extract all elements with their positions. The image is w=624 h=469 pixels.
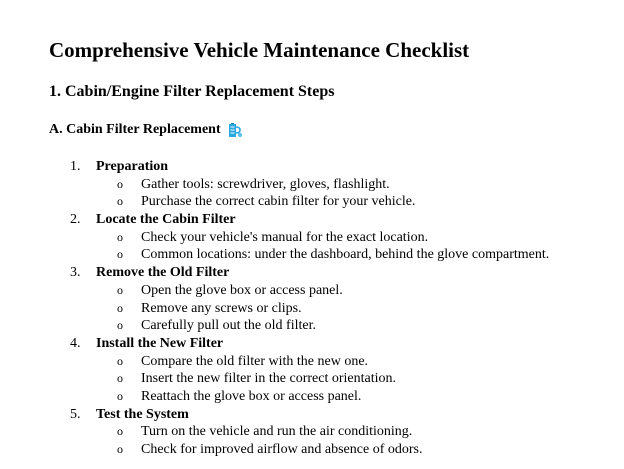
sub-list-item <box>0 176 624 194</box>
step-heading <box>0 406 624 424</box>
step-heading <box>0 264 624 282</box>
sub-item-text: Check for improved airflow and absence of odors. <box>141 442 423 457</box>
step-heading <box>0 158 624 176</box>
step-number: 4. <box>70 335 81 351</box>
bullet-icon: o <box>117 282 123 297</box>
bullet-icon: o <box>117 424 123 439</box>
bullet-icon: o <box>117 318 123 333</box>
sub-list-item <box>0 353 624 371</box>
step-title: Locate the Cabin Filter <box>96 212 236 228</box>
sub-list-item <box>0 370 624 388</box>
section-heading: 1. Cabin/Engine Filter Replacement Steps <box>49 83 335 100</box>
list-item-step <box>0 406 624 459</box>
step-number: 2. <box>70 212 81 228</box>
sub-item-text: Gather tools: screwdriver, gloves, flashlight. <box>141 176 390 192</box>
subsection-heading-text: A. Cabin Filter Replacement <box>49 122 221 137</box>
sub-item-text: Compare the old filter with the new one. <box>141 353 369 369</box>
list-item-step <box>0 158 624 211</box>
step-number: 3. <box>70 265 81 281</box>
filter-icon <box>227 122 244 139</box>
bullet-icon: o <box>117 371 123 386</box>
sub-list-item <box>0 441 624 459</box>
sub-item-text: Purchase the correct cabin filter for your vehicle. <box>141 194 416 210</box>
bullet-icon: o <box>117 388 123 403</box>
list-item-step <box>0 335 624 406</box>
list-item-step <box>0 264 624 335</box>
bullet-icon: o <box>117 442 123 456</box>
sub-item-text: Open the glove box or access panel. <box>141 282 343 298</box>
document-title: Comprehensive Vehicle Maintenance Checklist <box>49 38 470 62</box>
bullet-icon: o <box>117 353 123 368</box>
sub-item-text: Common locations: under the dashboard, behind the glove compartment. <box>141 247 550 263</box>
sub-list-item <box>0 193 624 211</box>
list-item-step <box>0 211 624 264</box>
bullet-icon: o <box>117 194 123 209</box>
step-heading <box>0 335 624 353</box>
step-heading <box>0 211 624 229</box>
sub-list-item <box>0 282 624 300</box>
step-title: Preparation <box>96 159 169 174</box>
bullet-icon: o <box>117 300 123 315</box>
bullet-icon: o <box>117 176 123 191</box>
step-title: Remove the Old Filter <box>96 265 230 281</box>
step-title: Test the System <box>96 406 189 422</box>
sub-list-item <box>0 229 624 247</box>
sub-list-item <box>0 300 624 318</box>
sub-list-item <box>0 423 624 441</box>
sub-list-item <box>0 246 624 264</box>
sub-list-item <box>0 317 624 335</box>
sub-item-text: Carefully pull out the old filter. <box>141 318 316 334</box>
step-number: 5. <box>70 406 81 422</box>
bullet-icon: o <box>117 247 123 262</box>
sub-item-text: Reattach the glove box or access panel. <box>141 388 362 404</box>
sub-list-item <box>0 388 624 406</box>
subsection-heading <box>49 121 244 139</box>
sub-item-text: Insert the new filter in the correct orientation. <box>141 371 397 387</box>
bullet-icon: o <box>117 229 123 244</box>
step-number: 1. <box>70 159 81 174</box>
sub-item-text: Turn on the vehicle and run the air conditioning. <box>141 424 413 440</box>
step-title: Install the New Filter <box>96 335 224 351</box>
sub-item-text: Remove any screws or clips. <box>141 300 302 316</box>
sub-item-text: Check your vehicle's manual for the exact location. <box>141 229 429 245</box>
steps-list <box>0 158 624 459</box>
